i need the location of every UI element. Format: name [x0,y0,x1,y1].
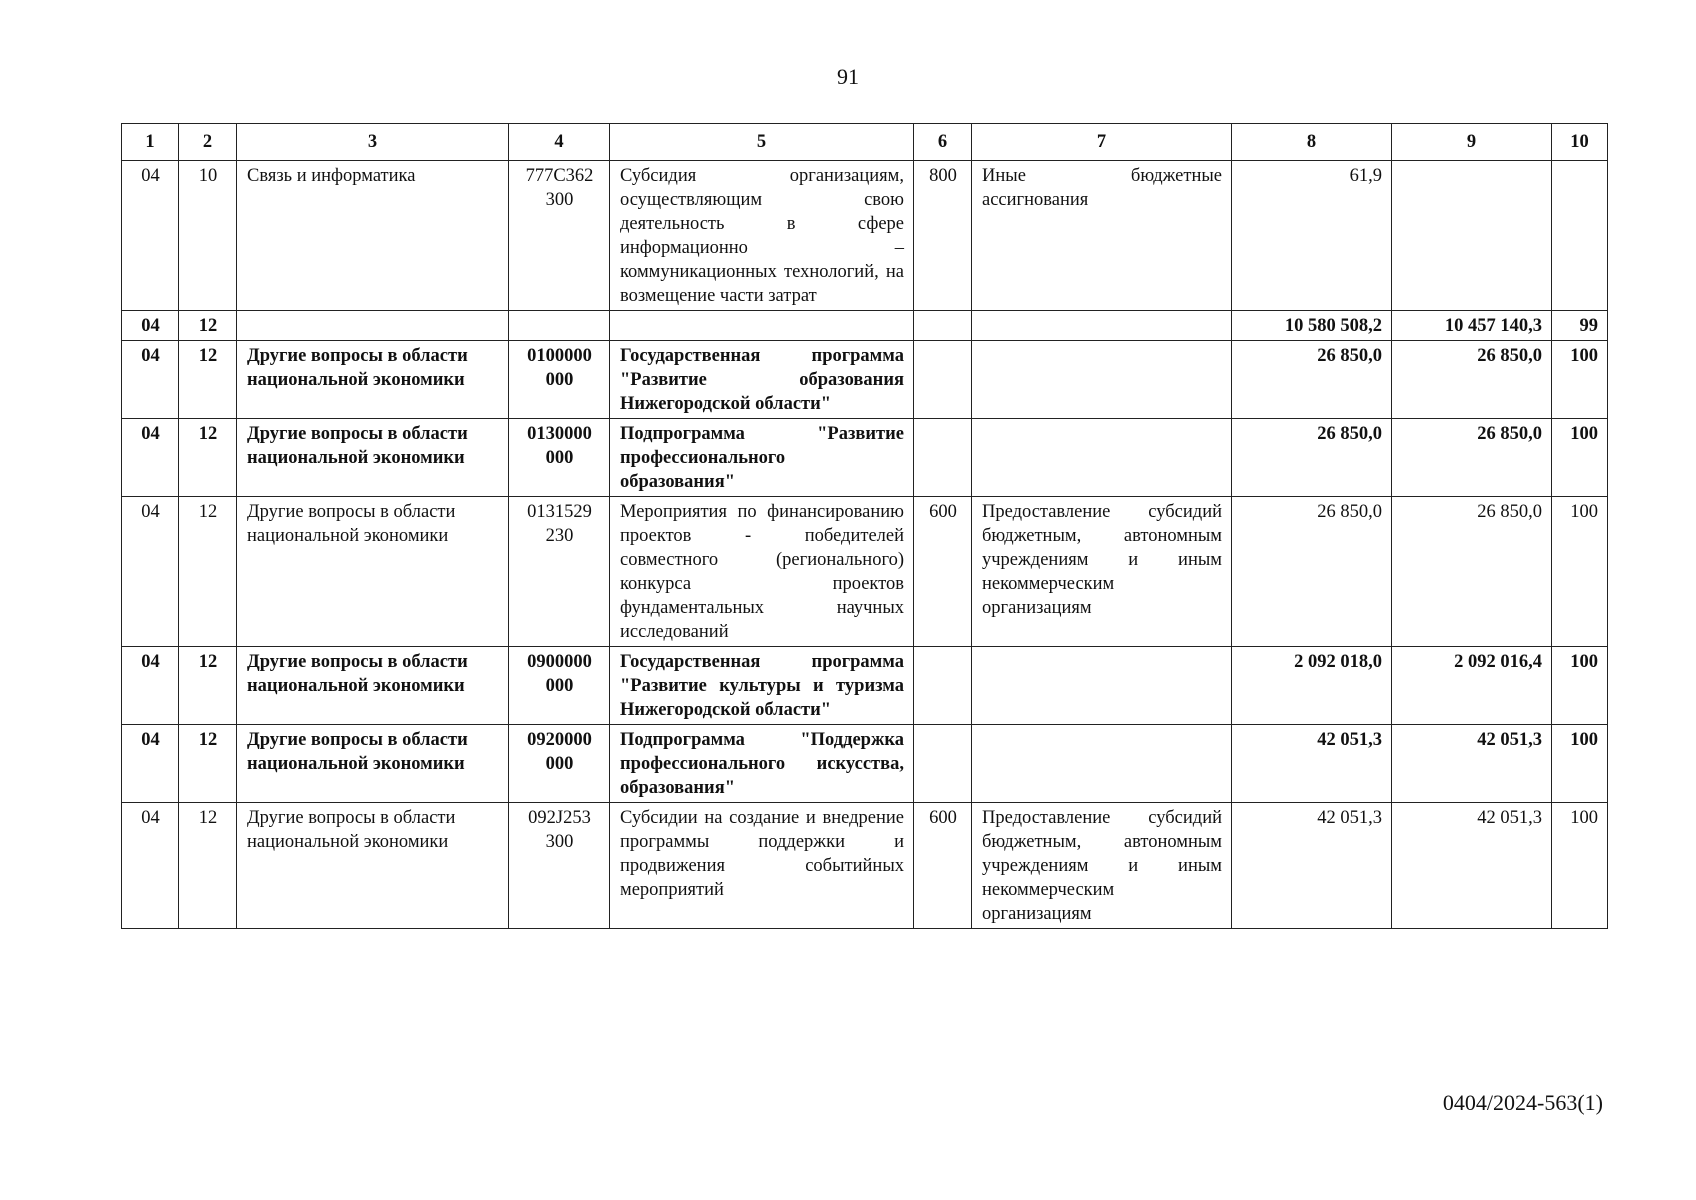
cell-target-name: Государственная программа "Развитие образования Нижегородской области" [610,341,914,419]
cell-expense-code: 600 [914,803,972,929]
cell-actual: 10 457 140,3 [1392,311,1552,341]
cell-subsection: 12 [179,419,237,497]
cell-planned: 61,9 [1232,161,1392,311]
table-row [122,725,1608,803]
cell-section: 04 [122,497,179,647]
cell-section: 04 [122,311,179,341]
cell-percent: 99 [1552,311,1608,341]
cell-expense-code [914,311,972,341]
cell-expense-name [972,725,1232,803]
cell-planned: 26 850,0 [1232,341,1392,419]
cell-actual [1392,161,1552,311]
cell-section-name: Другие вопросы в области национальной экономики [237,725,509,803]
cell-target-code: 092J253 300 [509,803,610,929]
table-row [122,419,1608,497]
cell-percent [1552,161,1608,311]
cell-subsection: 12 [179,311,237,341]
cell-planned: 42 051,3 [1232,725,1392,803]
cell-percent: 100 [1552,497,1608,647]
cell-expense-name [972,647,1232,725]
cell-section-name: Другие вопросы в области национальной экономики [237,803,509,929]
page-number: 91 [837,64,859,89]
cell-target-code: 0131529 230 [509,497,610,647]
table-row [122,497,1608,647]
cell-subsection: 12 [179,803,237,929]
cell-section: 04 [122,341,179,419]
cell-subsection: 12 [179,647,237,725]
cell-section: 04 [122,161,179,311]
cell-expense-name: Предоставление субсидий бюджетным, автономным учреждениям и иным некоммерческим организациям [972,803,1232,929]
header-row [122,124,1608,161]
cell-planned: 42 051,3 [1232,803,1392,929]
table-row [122,311,1608,341]
cell-section: 04 [122,803,179,929]
cell-target-code: 0100000 000 [509,341,610,419]
budget-table [121,123,1608,929]
cell-expense-code [914,341,972,419]
cell-target-name: Субсидии на создание и внедрение программы поддержки и продвижения событийных мероприятий [610,803,914,929]
cell-subsection: 10 [179,161,237,311]
cell-expense-code [914,725,972,803]
cell-percent: 100 [1552,419,1608,497]
cell-expense-code: 600 [914,497,972,647]
cell-percent: 100 [1552,647,1608,725]
header-col-9: 9 [1392,124,1552,161]
table-row [122,647,1608,725]
cell-section-name: Другие вопросы в области национальной экономики [237,647,509,725]
cell-target-code: 777С362 300 [509,161,610,311]
cell-target-name [610,311,914,341]
header-col-10: 10 [1552,124,1608,161]
cell-actual: 26 850,0 [1392,341,1552,419]
cell-percent: 100 [1552,725,1608,803]
cell-expense-name [972,341,1232,419]
cell-target-name: Мероприятия по финансированию проектов - победителей совместного (регионального) конкурса проектов фундаментальных научных исследований [610,497,914,647]
cell-percent: 100 [1552,341,1608,419]
cell-target-code [509,311,610,341]
cell-target-name: Подпрограмма "Развитие профессионального образования" [610,419,914,497]
cell-target-name: Субсидия организациям, осуществляющим свою деятельность в сфере информационно – коммуникационных технологий, на возмещение части затрат [610,161,914,311]
document-code: 0404/2024-563(1) [1442,1090,1603,1115]
cell-section-name [237,311,509,341]
header-col-6: 6 [914,124,972,161]
cell-target-code: 0900000 000 [509,647,610,725]
header-col-8: 8 [1232,124,1392,161]
header-col-3: 3 [237,124,509,161]
cell-expense-code [914,419,972,497]
cell-percent: 100 [1552,803,1608,929]
cell-section-name: Другие вопросы в области национальной экономики [237,497,509,647]
cell-actual: 42 051,3 [1392,725,1552,803]
cell-expense-name [972,419,1232,497]
cell-actual: 26 850,0 [1392,419,1552,497]
cell-expense-name [972,311,1232,341]
cell-actual: 2 092 016,4 [1392,647,1552,725]
cell-expense-name: Предоставление субсидий бюджетным, автономным учреждениям и иным некоммерческим организациям [972,497,1232,647]
header-col-2: 2 [179,124,237,161]
table-row [122,341,1608,419]
cell-section: 04 [122,725,179,803]
cell-expense-code [914,647,972,725]
header-col-7: 7 [972,124,1232,161]
cell-section: 04 [122,419,179,497]
cell-expense-name: Иные бюджетные ассигнования [972,161,1232,311]
cell-section: 04 [122,647,179,725]
header-col-4: 4 [509,124,610,161]
cell-subsection: 12 [179,497,237,647]
cell-target-code: 0920000 000 [509,725,610,803]
cell-planned: 10 580 508,2 [1232,311,1392,341]
table-row [122,161,1608,311]
cell-actual: 26 850,0 [1392,497,1552,647]
header-col-1: 1 [122,124,179,161]
cell-actual: 42 051,3 [1392,803,1552,929]
cell-planned: 2 092 018,0 [1232,647,1392,725]
cell-target-code: 0130000 000 [509,419,610,497]
cell-section-name: Связь и информатика [237,161,509,311]
table-row [122,803,1608,929]
cell-section-name: Другие вопросы в области национальной экономики [237,419,509,497]
cell-target-name: Государственная программа "Развитие культуры и туризма Нижегородской области" [610,647,914,725]
cell-section-name: Другие вопросы в области национальной экономики [237,341,509,419]
cell-subsection: 12 [179,725,237,803]
cell-planned: 26 850,0 [1232,497,1392,647]
cell-target-name: Подпрограмма "Поддержка профессионального искусства, образования" [610,725,914,803]
cell-planned: 26 850,0 [1232,419,1392,497]
cell-subsection: 12 [179,341,237,419]
header-col-5: 5 [610,124,914,161]
cell-expense-code: 800 [914,161,972,311]
